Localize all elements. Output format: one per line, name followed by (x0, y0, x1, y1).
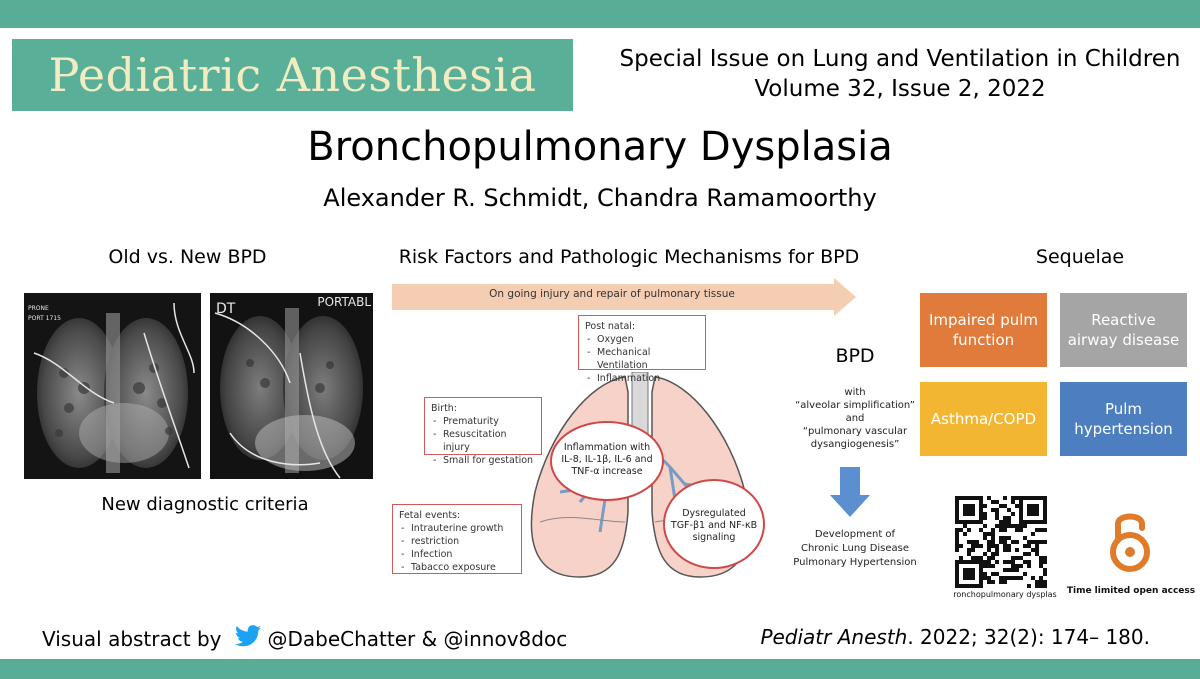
development-line-2: Chronic Lung Disease (800, 543, 910, 554)
birth-item: - Small for gestation (431, 454, 535, 467)
postnatal-box (578, 315, 706, 384)
journal-name: Pediatric Anesthesia (48, 48, 537, 102)
footer-credits (42, 625, 567, 652)
volume-line: Volume 32, Issue 2, 2022 (754, 76, 1046, 102)
old-vs-new-heading: Old vs. New BPD (108, 246, 267, 268)
bpd-label: BPD (835, 345, 875, 367)
dysregulated-line-1: Dysregulated (682, 508, 746, 519)
sequela-tile (1060, 293, 1187, 367)
new-diagnostic-criteria: New diagnostic criteria (101, 494, 309, 515)
xray2-label-portable: PORTABL (317, 295, 371, 309)
birth-item: - Resuscitation injury (431, 428, 535, 454)
sequela-label: Impaired pulm function (928, 311, 1039, 349)
with-line-4: “pulmonary vascular (802, 426, 908, 437)
fetal-item-continued (399, 535, 515, 548)
development-line-3: Pulmonary Hypertension (793, 557, 917, 568)
inflammation-line-1: Inflammation with (563, 442, 651, 453)
issue-info (600, 44, 1200, 104)
postnatal-item: - Oxygen (585, 333, 699, 346)
birth-heading: Birth: (431, 403, 458, 414)
dysregulated-line-2: TGF-β1 and NF-κB (670, 520, 758, 531)
birth-box (424, 397, 542, 466)
sequelae-heading: Sequelae (1035, 246, 1125, 268)
sequela-label: Asthma/COPD (930, 410, 1037, 428)
xray1-label-2: PORT 1715 (28, 315, 61, 322)
fetal-events-box (392, 504, 522, 574)
birth-item: - Prematurity (431, 415, 535, 428)
dysregulated-line-3: signaling (692, 532, 736, 543)
fetal-item: - Infection (399, 548, 515, 561)
sequela-label: Pulm hypertension (1074, 400, 1173, 438)
with-line-2: “alveolar simplification” (795, 400, 915, 411)
citation-details: . 2022; 32(2): 174– 180. (907, 625, 1150, 649)
sequela-tile (1060, 382, 1187, 456)
development-line-1: Development of (814, 529, 896, 540)
sequela-tile (920, 382, 1047, 456)
special-issue: Special Issue on Lung and Ventilation in Children (619, 46, 1181, 72)
twitter-icon (235, 625, 261, 652)
article-authors: Alexander R. Schmidt, Chandra Ramamoorthy (323, 184, 877, 212)
xray2-label-dt: DT (216, 301, 236, 317)
xray1-label-1: PRONE (28, 305, 49, 312)
ongoing-injury-arrow (392, 278, 858, 316)
postnatal-item: - Mechanical Ventilation (585, 346, 699, 372)
inflammation-line-2: IL-8, IL-1β, IL-6 and (561, 454, 653, 465)
fetal-item: - Intrauterine growth (399, 522, 515, 535)
top-band (0, 0, 1200, 28)
arrow-text: On going injury and repair of pulmonary tissue (489, 288, 735, 300)
sequela-label: Reactive airway disease (1067, 311, 1180, 349)
fetal-item: - Tabacco exposure (399, 561, 515, 574)
inflammation-line-3: TNF-α increase (571, 466, 643, 477)
dysregulated-circle (662, 478, 766, 570)
with-line-3: and (845, 413, 865, 424)
bottom-band (0, 659, 1200, 679)
open-access-icon (1108, 508, 1152, 572)
development-text (770, 528, 940, 570)
xray-new-bpd (210, 293, 373, 479)
with-line-1: with (844, 387, 866, 398)
with-line-5: dysangiogenesis” (810, 439, 900, 450)
qr-code[interactable] (955, 496, 1047, 588)
postnatal-item: - Inflammation (585, 372, 699, 385)
twitter-handles[interactable]: @DabeChatter & @innov8doc (267, 626, 568, 651)
sequela-tile (920, 293, 1047, 367)
fetal-heading: Fetal events: (399, 510, 461, 521)
postnatal-heading: Post natal: (585, 321, 636, 332)
visual-abstract-by: Visual abstract by (42, 626, 222, 651)
down-arrow-icon (830, 467, 870, 517)
citation (760, 625, 1150, 649)
inflammation-circle (549, 420, 665, 502)
open-access-label: Time limited open access (1066, 586, 1196, 596)
journal-logo (12, 39, 573, 111)
citation-journal: Pediatr Anesth (760, 625, 908, 649)
fetal-item-continued-text: restriction (411, 536, 460, 547)
bpd-with-text (770, 386, 940, 451)
article-title: Bronchopulmonary Dysplasia (307, 124, 893, 170)
xray-old-bpd (24, 293, 201, 479)
qr-label: ronchopulmonary dysplas (953, 590, 1057, 599)
risk-factors-heading: Risk Factors and Pathologic Mechanisms for BPD (398, 246, 860, 268)
